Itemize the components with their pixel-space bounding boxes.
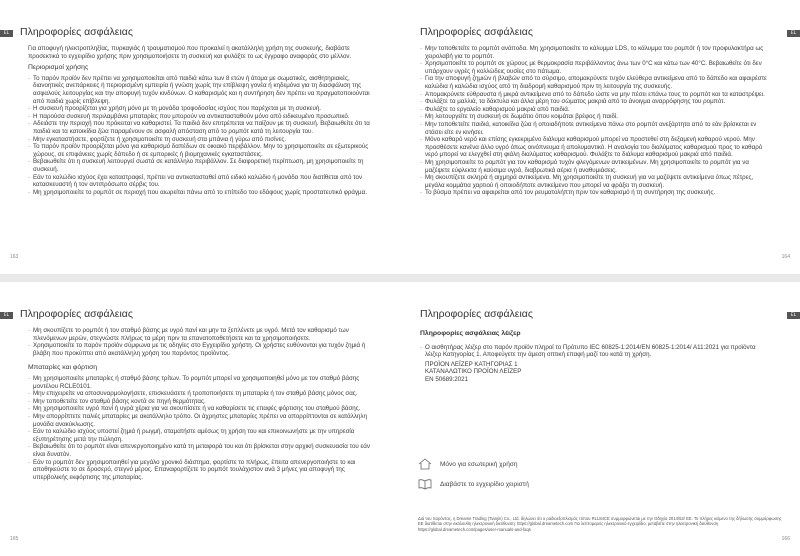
page-body bbox=[420, 45, 770, 197]
bullet-list bbox=[420, 45, 770, 197]
page-163 bbox=[0, 0, 400, 274]
list-item: · Μην τοποθετείτε παιδιά, κατοικίδια ζώα ή οποιαδήποτε αντικείμενα πάνω στο ρομπότ ανεξάρτητα από το εάν βρίσκεται εν στάσει είτε εν κινήσει. bbox=[420, 121, 770, 136]
page-title: Πληροφορίες ασφάλειας bbox=[20, 26, 133, 38]
list-item: · Η συσκευή προορίζεται για χρήση μόνο με τη μονάδα τροφοδοσίας ισχύος που παρέχεται με τη συσκευή. bbox=[28, 105, 370, 113]
intro-paragraph: Για αποφυγή ηλεκτροπληξίας, πυρκαγιάς ή τραυματισμού που προκαλεί η ακατάλληλη χρήση της συσκευής, διαβάστε προσεκτικά το εγχειρίδιο χρήσης πριν χρησιμοποιήσετε τη συσκευή και φυλάξτε το ως έγγραφο αναφοράς στο μέλλον. bbox=[28, 45, 352, 60]
list-item: · Απομακρύνετε εύθραυστα ή μικρά αντικείμενα από το δάπεδο ώστε να μην πέσει επάνω τους το ρομπότ και τα καταστρέψει. bbox=[420, 91, 770, 99]
list-item: · Μη σκουπίζετε το ρομπότ ή τον σταθμό βάσης με υγρό πανί και μην τα ξεπλένετε με υγρό. Μετά τον καθαρισμό των πλενόμενων μερών, στεγνώστε πλήρως τα μέρη πριν τα επανατοποθετήσετε και τα χρησιμοποιήσετε. bbox=[28, 327, 370, 342]
list-item: · Ο αισθητήρας λέιζερ στο παρόν προϊόν πληροί το Πρότυπο IEC 60825-1:2014/EN 60825-1:2014/ A11:2021 για προϊόντα λέιζερ Κατηγορίας 1. Αποφεύγετε την άμεση οπτική επαφή μαζί του κατά τη χρήση. bbox=[420, 344, 770, 359]
list-item: · Μην τοποθετείτε τον σταθμό βάσης κοντά σε πηγή θερμότητας. bbox=[28, 398, 370, 406]
page-title: Πληροφορίες ασφάλειας bbox=[20, 308, 133, 320]
page-title: Πληροφορίες ασφάλειας bbox=[420, 308, 533, 320]
list-item: · Μην τοποθετείτε το ρομπότ ανάποδα. Μη χρησιμοποιείτε το κάλυμμα LDS, το κάλυμμα του ρομπότ ή τον προφυλακτήρα ως χειρολαβή για το ρομπότ. bbox=[420, 45, 770, 60]
list-item: · Αδειάστε την περιοχή που πρόκειται να καθαριστεί. Τα παιδιά δεν επιτρέπεται να παίζουν με τη συσκευή. Βεβαιωθείτε ότι τα παιδιά και τα κατοικίδια ζώα παραμένουν σε ασφαλή απόσταση από το ρομπότ κατά τη λειτουργία του. bbox=[28, 120, 370, 135]
list-item: · Μην εγκαταστήσετε, φορτίζετε ή χρησιμοποιείτε τη συσκευή στα μπάνια ή γύρω από πισίνες. bbox=[28, 136, 370, 144]
list-item: · Εάν το καλώδιο ισχύος έχει καταστραφεί, πρέπει να αντικατασταθεί από ειδικό καλώδιο ή μονάδα που διατίθεται από τον κατασκευαστή ή τον αντιπρόσωπο σέρβις του. bbox=[28, 174, 370, 189]
list-item: · Μη χρησιμοποιείτε το ρομπότ για τον καθαρισμό τυχόν φλεγόμενων αντικειμένων. Μη χρησιμοποιείτε το ρομπότ για να μαζέψετε εύφλεκτα ή καύσιμα υγρά, διαβρωτικά αέρια ή αναθυμιάσεις. bbox=[420, 159, 770, 174]
list-item: · Εάν το ρομπότ δεν χρησιμοποιηθεί για μεγάλο χρονικό διάστημα, φορτίστε το πλήρως, έπειτα απενεργοποιήστε το και αποθηκεύστε το σε δροσερό, στεγνό μέρος. Επαναφορτίζετε το ρομπότ τουλάχιστον ανά 3 μήνες για αποφυγή της υπερβολικής εκφόρτισης της μπαταρίας. bbox=[28, 459, 370, 482]
page-166 bbox=[400, 282, 800, 556]
read-manual-row bbox=[418, 478, 529, 490]
page-number: 163 bbox=[10, 254, 19, 260]
page-number: 165 bbox=[10, 536, 19, 542]
list-item: · Το παρόν προϊόν δεν πρέπει να χρησιμοποιείται από παιδιά κάτω των 8 ετών ή άτομα με σωματικές, αισθητηριακές, διανοητικές ανεπάρκειες ή περιορισμένη εμπειρία ή γνώση χωρίς την επίβλεψη γονέα ή κηδεμόνα για τη διασφάλιση της ασφαλούς λειτουργίας και την αποφυγή τυχόν κινδύνων. Ο καθαρισμός και η συντήρηση δεν πρέπει να πραγματοποιούνται από παιδιά χωρίς επίβλεψη. bbox=[28, 75, 370, 105]
laser-label-line: ΠΡΟΪΟΝ ΛΕΪΖΕΡ ΚΑΤΗΓΟΡΙΑΣ 1 bbox=[425, 360, 518, 368]
page-body bbox=[28, 327, 370, 481]
bullet-list bbox=[28, 375, 370, 481]
list-item: · Μην επιχειρείτε να αποσυναρμολογήσετε, επισκευάσετε ή τροποποιήσετε τη μπαταρία ή τον σταθμό βάσης μόνος σας. bbox=[28, 390, 370, 398]
bullet-list bbox=[28, 327, 370, 357]
list-item: · Το παρόν προϊόν προορίζεται μόνο για καθαρισμό δαπέδων σε οικιακό περιβάλλον. Μην το χρησιμοποιείτε σε εξωτερικούς χώρους, σε επιφάνειες χωρίς δάπεδο ή σε εμπορικές ή βιομηχανικές εγκαταστάσεις. bbox=[28, 143, 370, 158]
list-item: · Μη χρησιμοποιείτε το ρομπότ σε περιοχή που αιωρείται πάνω από το επίπεδο του εδάφους χωρίς προστατευτικό φράγμα. bbox=[28, 189, 370, 197]
page-body bbox=[420, 327, 770, 384]
bullet-list bbox=[28, 75, 370, 197]
page-number: 164 bbox=[781, 254, 790, 260]
list-item: · Η παρούσα συσκευή περιλαμβάνει μπαταρίες που μπορούν να αντικατασταθούν μόνο από ειδικευμένο προσωπικό. bbox=[28, 113, 370, 121]
section-heading: Μπαταρίες και φόρτιση bbox=[28, 364, 98, 372]
list-item: · Μη χρησιμοποιείτε υγρό πανί ή υγρά χέρια για να σκουπίσετε ή να καθαρίσετε τις επαφές φόρτισης του σταθμού βάσης. bbox=[28, 405, 370, 413]
manual-book-icon bbox=[418, 478, 432, 490]
declaration-footer: Διά του παρόντος, η Dreame Trading (Tianjin) Co., Ltd. δηλώνει ότι ο ραδιοεξοπλισμός τύπου RLL84CE συμμορφώνεται με την Οδηγία 2014/53/ ΕΕ. Το πλήρες κείμενο της δήλωσης συμμόρφωσης ΕΕ διατίθεται στην ακόλουθη ηλεκτρονική διεύθυνση: https://global.dreametech.com Για λεπτομερείς ηλεκτρονικό εγχειρίδιο, μεταβείτε στην ηλεκτρονική διεύθυνση https://global.dreametech.com/pages/user-manuals-and-faqs bbox=[418, 515, 782, 532]
list-item: · Μη σκουπίζετε σκληρά ή αιχμηρά αντικείμενα. Μη χρησιμοποιείτε τη συσκευή για να μαζέψετε αντικείμενα όπως πέτρες, μεγάλα κομμάτια χαρτιού ή οποιοδήποτε αντικείμενο που μπορεί να φράξει τη συσκευή. bbox=[420, 174, 770, 189]
list-item: · Μη λειτουργείτε τη συσκευή σε δωμάτιο όπου κοιμάται βρέφος ή παιδί. bbox=[420, 113, 770, 121]
list-item: · Εάν το καλώδιο ισχύος υποστεί ζημιά ή ρωγμή, σταματήστε αμέσως τη χρήση του και επικοινωνήστε με την υπηρεσία εξυπηρέτησης μετά την πώληση. bbox=[28, 428, 370, 443]
house-icon bbox=[418, 458, 432, 470]
list-item: · Μη χρησιμοποιείτε μπαταρίες ή σταθμό βάσης τρίτων. Το ρομπότ μπορεί να χρησιμοποιηθεί μόνο με τον σταθμό βάσης μοντέλου RCLE0101. bbox=[28, 375, 370, 390]
list-item: · Για την αποφυγή ζημιών ή βλαβών από το σύρσιμο, απομακρύνετε τυχόν ελεύθερα αντικείμενα από το δάπεδο και αφαιρέστε καλώδια ή καλώδια ισχύος από τη διαδρομή καθαρισμού πριν τη λειτουργία της συσκευής. bbox=[420, 75, 770, 90]
list-item: · Χρησιμοποιείτε το ρομπότ σε χώρους με θερμοκρασία περιβάλλοντος άνω των 0°C και κάτω των 40°C. Βεβαιωθείτε ότι δεν υπάρχουν υγρές ή κολλώδεις ουσίες στο πάτωμα. bbox=[420, 60, 770, 75]
page-title: Πληροφορίες ασφάλειας bbox=[420, 26, 533, 38]
read-manual-label: Διαβάστε το εγχειρίδιο χειριστή bbox=[440, 480, 529, 488]
language-tag: EL bbox=[0, 312, 13, 319]
page-164 bbox=[400, 0, 800, 274]
laser-label-line: EN 50689:2021 bbox=[425, 375, 469, 383]
section-heading: Περιορισμοί χρήσης bbox=[28, 64, 89, 72]
list-item: · Μην απορρίπτετε παλιές μπαταρίες με ακατάλληλο τρόπο. Οι άχρηστες μπαταρίες πρέπει να απορρίπτονται σε κατάλληλη μονάδα ανακύκλωσης. bbox=[28, 413, 370, 428]
list-item: · Βεβαιωθείτε ότι η συσκευή λειτουργεί σωστά σε κατάλληλο περιβάλλον. Σε διαφορετική περίπτωση, μη χρησιμοποιείτε τη συσκευή. bbox=[28, 158, 370, 173]
laser-label-line: ΚΑΤΑΝΑΛΩΤΙΚΟ ΠΡΟΪΟΝ ΛΕΪΖΕΡ bbox=[425, 368, 522, 376]
language-tag: EL bbox=[787, 30, 800, 37]
list-item: · Μόνο καθαρό νερό και επίσης εγκεκριμένο διάλυμα καθαρισμού μπορεί να προστεθεί στη δεξαμενή καθαρού νερού. Μην προσθέσετε κανένα άλλο υγρό όπως οινόπνευμα ή απολυμαντικό. Η αναλογία του διαλύματος καθαρισμού προς το καθαρό νερό μπορεί να ελεγχθεί στη φιάλη διαλύματος καθαρισμού. Φυλάξτε το διάλυμα καθαρισμού μακριά από παιδιά. bbox=[420, 136, 770, 159]
list-item: · Φυλάξτε το εργαλείο καθαρισμού μακριά από παιδιά. bbox=[420, 106, 770, 114]
indoor-use-row bbox=[418, 458, 517, 470]
page-number: 166 bbox=[781, 536, 790, 542]
language-tag: EL bbox=[0, 30, 13, 37]
page-165 bbox=[0, 282, 400, 556]
bullet-list bbox=[420, 344, 770, 359]
list-item: · Το βύσμα πρέπει να αφαιρείται από τον ρευματολήπτη πριν τον καθαρισμό ή τη συντήρηση της συσκευής. bbox=[420, 189, 770, 197]
section-heading: Πληροφορίες ασφάλειας λέιζερ bbox=[420, 330, 521, 337]
list-item: · Βεβαιωθείτε ότι το ρομπότ είναι απενεργοποιημένο κατά τη μεταφορά του και ότι βρίσκεται στην αρχική συσκευασία του εάν είναι δυνατόν. bbox=[28, 443, 370, 458]
language-tag: EL bbox=[787, 312, 800, 319]
laser-class-labels bbox=[420, 361, 770, 384]
page-body bbox=[28, 45, 370, 196]
indoor-use-label: Μόνο για εσωτερική χρήση bbox=[440, 460, 518, 468]
list-item: · Φυλάξτε τα μαλλιά, τα δάκτυλα και άλλα μέρη του σώματος μακριά από το άνοιγμα αναρρόφησης του ρομπότ. bbox=[420, 98, 770, 106]
list-item: · Χρησιμοποιείτε το παρόν προϊόν σύμφωνα με τις οδηγίες στο Εγχειρίδιο χρήστη. Οι χρήστες ευθύνονται για τυχόν ζημιά ή βλάβη που προκύπτει από ακατάλληλη χρήση του παρόντος προϊόντος. bbox=[28, 342, 370, 357]
